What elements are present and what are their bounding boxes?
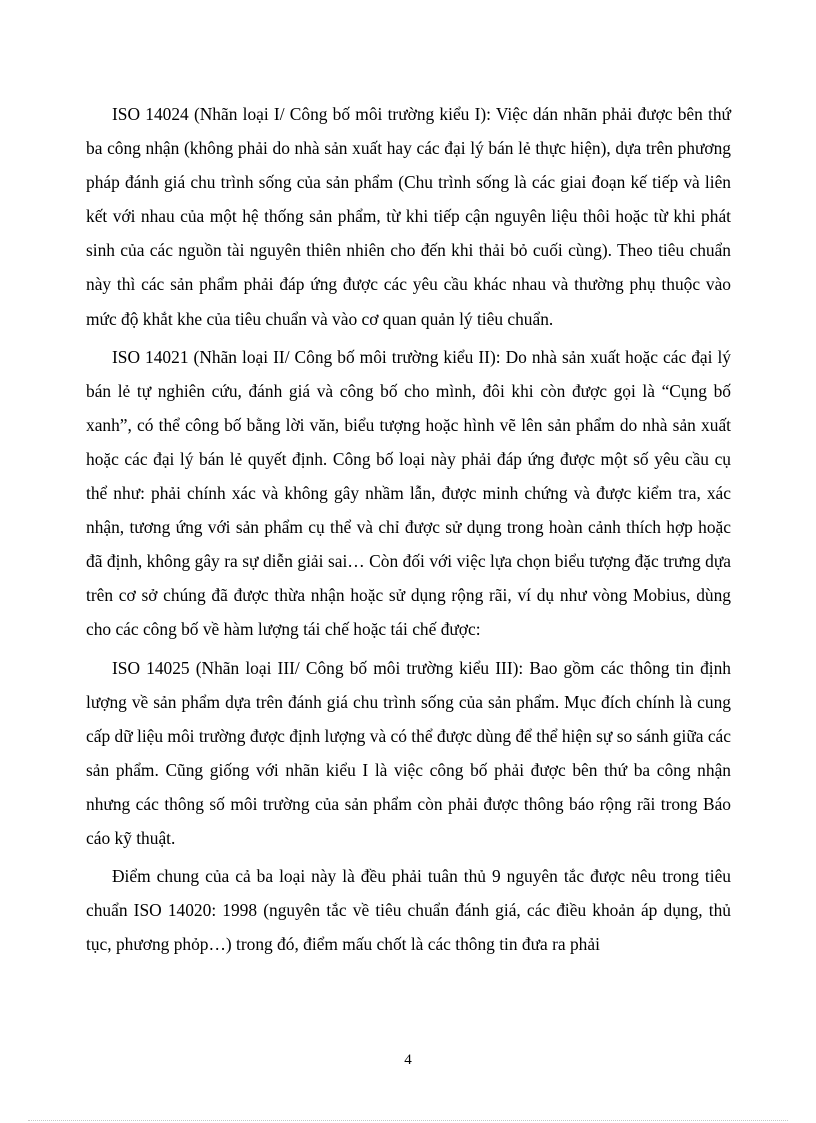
paragraph-iso-14024: ISO 14024 (Nhãn loại I/ Công bố môi trường kiểu I): Việc dán nhãn phải được bên thứ ba công nhận (không phải do nhà sản xuất hay các đại lý bán lẻ thực hiện), dựa trên phương pháp đánh giá chu trình sống của sản phẩm (Chu trình sống là các giai đoạn kế tiếp và liên kết với nhau của một hệ thống sản phẩm, từ khi tiếp cận nguyên liệu thôi hoặc từ khi phát sinh của các nguồn tài nguyên thiên nhiên cho đến khi thải bỏ cuối cùng). Theo tiêu chuẩn này thì các sản phẩm phải đáp ứng được các yêu cầu khác nhau và thường phụ thuộc vào mức độ khắt khe của tiêu chuẩn và vào cơ quan quản lý tiêu chuẩn. bbox=[86, 104, 731, 329]
page-bottom-divider bbox=[28, 1120, 788, 1121]
paragraph-iso-14021: ISO 14021 (Nhãn loại II/ Công bố môi trường kiểu II): Do nhà sản xuất hoặc các đại lý bán lẻ tự nghiên cứu, đánh giá và công bố cho mình, đôi khi còn được gọi là “Cụng bố xanh”, có thể công bố bằng lời văn, biểu tượng hoặc hình vẽ lên sản phẩm do nhà sản xuất hoặc các đại lý bán lẻ quyết định. Công bố loại này phải đáp ứng được một số yêu cầu cụ thể như: phải chính xác và không gây nhầm lẫn, được minh chứng và được kiểm tra, xác nhận, tương ứng với sản phẩm cụ thể và chỉ được sử dụng trong hoàn cảnh thích hợp hoặc đã định, không gây ra sự diễn giải sai… Còn đối với việc lựa chọn biểu tượng đặc trưng dựa trên cơ sở chúng đã được thừa nhận hoặc sử dụng rộng rãi, ví dụ như vòng Mobius, dùng cho các công bố về hàm lượng tái chế hoặc tái chế được: bbox=[86, 346, 731, 640]
paragraph-common-principles: Điểm chung của cả ba loại này là đều phải tuân thủ 9 nguyên tắc được nêu trong tiêu chuẩn ISO 14020: 1998 (nguyên tắc về tiêu chuẩn đánh giá, các điều khoản áp dụng, thủ tục, phương phỏp…) trong đó, điểm mấu chốt là các thông tin đưa ra phải bbox=[86, 866, 731, 955]
paragraph-iso-14025: ISO 14025 (Nhãn loại III/ Công bố môi trường kiểu III): Bao gồm các thông tin định lượng về sản phẩm dựa trên đánh giá chu trình sống của sản phẩm. Mục đích chính là cung cấp dữ liệu môi trường được định lượng và có thể được dùng để thể hiện sự so sánh giữa các sản phẩm. Cũng giống với nhãn kiểu I là việc công bố phải được bên thứ ba công nhận nhưng các thông số môi trường của sản phẩm còn phải được thông báo rộng rãi trong Báo cáo kỹ thuật. bbox=[86, 657, 731, 848]
document-body bbox=[86, 97, 731, 961]
page-number: 4 bbox=[404, 1052, 412, 1068]
